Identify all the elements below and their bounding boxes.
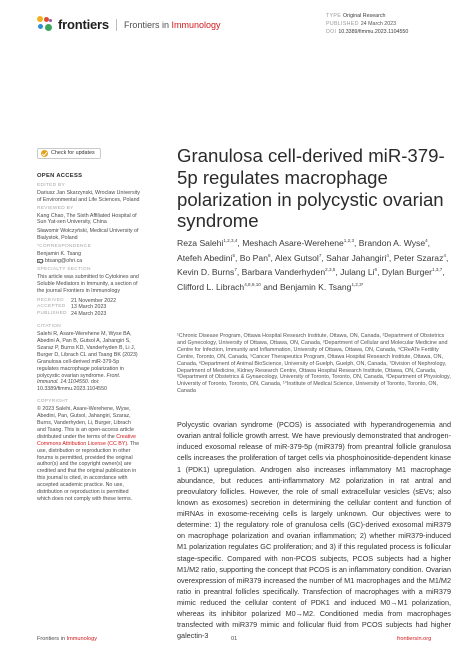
page-footer	[0, 630, 474, 650]
accepted-label: ACCEPTED	[37, 304, 66, 310]
published-date-left: 24 March 2023	[71, 311, 107, 318]
author-name[interactable]: Barbara Vanderhyden	[241, 267, 326, 278]
author-affiliation-marker: 4	[443, 252, 446, 258]
author-affiliation-marker: 5	[232, 252, 235, 258]
citation: Salehi R, Asare-Werehene M, Wyse BA, Abedini A, Pan B, Gutsol A, Jahangiri S, Szaraz P, Burns KD, Vanderhyden B, Li J, Burger D, Librach CL and Tsang BK (2023) Granulosa cell-derived miR-379-5p regulates macrophage polarization in polycystic ovarian syndrome. Front. Immunol. 14:1104550. doi: 10.3389/fimmu.2023.1104550	[37, 331, 138, 393]
author-separator: ,	[270, 252, 275, 263]
author-separator: ,	[445, 252, 449, 263]
author-affiliation-marker: 1,2,3	[343, 238, 354, 243]
accepted-date: 13 March 2023	[71, 304, 107, 311]
author-affiliation-marker: 6	[374, 267, 378, 273]
article-dates	[37, 298, 140, 319]
author-name[interactable]: Clifford L. Librach	[177, 281, 245, 292]
author-name[interactable]: Julang Li	[340, 267, 375, 278]
license-link[interactable]: Creative Commons Attribution License (CC BY).	[37, 433, 136, 447]
author-name[interactable]: Atefeh Abedini	[177, 252, 233, 263]
reviewer-1: Kang Chao, The Sixth Affiliated Hospital of Sun Yat-sen University, China	[37, 212, 137, 226]
doi-value: 10.3389/fimmu.2023.1104550	[338, 29, 409, 35]
edited-by-label: EDITED BY	[37, 182, 66, 188]
author-name[interactable]: Bo Pan	[239, 252, 268, 263]
published-label: PUBLISHED	[326, 21, 359, 27]
correspondent: Benjamin K. Tsang	[37, 251, 82, 258]
author-affiliation-marker: 7	[234, 267, 237, 273]
author-affiliation-marker: 1,3,7	[432, 267, 443, 273]
author-separator: and	[260, 281, 280, 292]
author-affiliation-marker: 6	[267, 252, 271, 258]
author-name[interactable]: Alex Gutsol	[274, 252, 319, 263]
type-label: TYPE	[326, 13, 342, 19]
author-name[interactable]: Dylan Burger	[381, 267, 433, 278]
author-name[interactable]: Meshach Asare-Werehene	[242, 238, 344, 248]
footer-journal: Frontiers in Immunology	[37, 636, 97, 642]
author-list	[177, 236, 452, 294]
specialty-section-label: SPECIALTY SECTION	[37, 266, 91, 272]
copyright-text: © 2023 Salehi, Asare-Werehene, Wyse, Abedini, Pan, Gutsol, Jahangiri, Szaraz, Burns, Vanderhyden, Li, Burger, Librach and Tsang. This is an open-access article distributed under the terms of the Creative Commons Attribution License (CC BY). The use, distribution or reproduction in other forums is permitted, provided the original author(s) and the copyright owner(s) are credited and that the original publication in this journal is cited, in accordance with accepted academic practice. No use, distribution or reproduction is permitted which does not comply with these terms.	[37, 406, 140, 502]
footer-site-link[interactable]: frontiersin.org	[397, 636, 432, 642]
author-separator: ,	[388, 252, 394, 263]
published-label-left: PUBLISHED	[37, 311, 67, 317]
sidebar-info	[37, 148, 140, 503]
received-date: 21 November 2022	[71, 297, 117, 304]
author-name[interactable]: Kevin D. Burns	[177, 267, 235, 278]
author-affiliation-marker: 2,3,5	[325, 267, 336, 273]
email-link[interactable]	[37, 258, 140, 265]
article-title: Granulosa cell-derived miR-379-5p regulates macrophage polarization in polycystic ovarian syndrome	[177, 145, 445, 232]
page-number: 01	[231, 636, 238, 642]
author-separator: ,	[237, 238, 243, 248]
author-separator: ,	[354, 238, 359, 248]
open-access-heading: OPEN ACCESS	[37, 173, 83, 179]
reviewed-by-label: REVIEWED BY	[37, 205, 74, 211]
author-separator: ,	[442, 267, 445, 278]
specialty-section: This article was submitted to Cytokines and Soluble Mediators in Immunity, a section of the journal Frontiers in Immunology	[37, 273, 139, 294]
author-separator: ,	[427, 238, 431, 248]
author-affiliation-marker: 4	[425, 238, 428, 243]
header-divider	[116, 19, 117, 31]
check-for-updates-button[interactable]	[37, 148, 101, 159]
frontiers-logo[interactable]	[37, 16, 220, 33]
check-for-updates-label: Check for updates	[51, 150, 95, 157]
mail-icon	[37, 259, 43, 263]
editor: Dariusz Jan Skarzynski, Wroclaw University of Environmental and Life Sciences, Poland	[37, 189, 140, 203]
author-separator: ,	[236, 267, 242, 278]
author-affiliation-marker: 4,8,9,10	[244, 281, 261, 287]
frontiers-logo-icon	[37, 16, 54, 33]
email-address: btsang@ohri.ca	[45, 257, 83, 264]
author-name[interactable]: Peter Szaraz	[393, 252, 444, 263]
author-affiliation-marker: 1,2,3,4	[223, 238, 238, 243]
published-date: 24 March 2023	[360, 21, 397, 27]
received-label: RECEIVED	[37, 297, 64, 303]
article-meta	[326, 12, 408, 36]
author-affiliation-marker: 7	[318, 252, 322, 258]
author-name[interactable]: Reza Salehi	[177, 238, 224, 248]
copyright-label: COPYRIGHT	[37, 399, 69, 405]
check-icon	[41, 150, 48, 157]
frontiers-wordmark: frontiers	[58, 17, 109, 32]
author-separator: ,	[335, 267, 341, 278]
author-name[interactable]: Brandon A. Wyse	[358, 238, 426, 248]
author-separator: ,	[235, 252, 240, 263]
doi-label: DOI	[326, 29, 337, 35]
author-name[interactable]: Sahar Jahangiri	[326, 252, 387, 263]
author-name[interactable]: Benjamin K. Tsang	[279, 281, 352, 292]
abstract: Polycystic ovarian syndrome (PCOS) is associated with hyperandrogenemia and ovarian antral follicle growth arrest. We have previously demonstrated that androgen-induced exosomal release of miR-379-5p (miR379) from preantral follicle granulosa cells increases the proliferation of target cells via phosphoinositide-dependent kinase 1 (PDK1) upregulation. Androgen also increases inflammatory M1 macrophage abundance, but reduces anti-inflammatory M2 polarization in rat antral and preovulatory follicles. However, the role of small extracellular vesicles (sEVs; also known as exosomes) secretion in determining the cellular content and function of miRNAs in exosome-receiving cells is largely unknown. Our objectives were to determine: 1) the regulatory role of granulosa cells (GC)-derived exosomal miR379 on macrophage polarization and ovarian inflammation; 2) whether miR379-induced M1 polarization regulates GC proliferation; and 3) if this regulated process is follicular stage-specific. Compared with non-PCOS subjects, PCOS subjects had a higher M1/M2 ratio, supporting the concept that PCOS is an inflammatory condition. Ovarian overexpression of miR379 increased the number of M1 macrophages and the M1/M2 ratio in preantral follicles specifically. Transfection of macrophages with a miR379 mimic reduced the cellular content of PDK1 and induced M0→M1 polarization, whereas its inhibitor polarized M0→M2. Conditioned media from macrophages transfected with miR379 mimic and follicular fluid from PCOS subjects had higher galectin-3	[177, 420, 451, 641]
author-affiliation-marker: 1,2,3*	[351, 281, 364, 287]
page-header	[0, 0, 474, 64]
author-separator: ,	[377, 267, 382, 278]
affiliations: ¹Chronic Disease Program, Ottawa Hospital Research Institute, Ottawa, ON, Canada, ²Department of Obstetrics and Gynecology, University of Ottawa, Ottawa, ON, Canada, ³Department of Cellular and Molecular Medicine and Centre for Infection, Immunity and Inflammation, University of Ottawa, Ottawa, ON, Canada, ⁴CReATe Fertility Centre, Toronto, ON, Canada, ⁵Cancer Therapeutics Program, Ottawa Hospital Research Institute, Ottawa, ON, Canada, ⁶Department of Animal BioScience, University of Guelph, Guelph, ON, Canada, ⁷Division of Nephrology, Department of Medicine, Kidney Research Centre, Ottawa Hospital Research Institute, Ottawa, ON, Canada, ⁸Department of Obstetrics & Gynaecology, University of Toronto, Toronto, ON, Canada, ⁹Department of Physiology, University of Toronto, Toronto, ON, Canada, ¹⁰Institute of Medical Science, University of Toronto, Toronto, ON, Canada	[177, 333, 451, 395]
author-affiliation-marker: 4	[386, 252, 389, 258]
reviewer-2: Sławomir Wołczyński, Medical University of Bialystok, Poland	[37, 228, 139, 242]
citation-label: CITATION	[37, 324, 62, 330]
author-separator: ,	[321, 252, 327, 263]
journal-name: Frontiers in Immunology	[123, 19, 221, 30]
correspondence-label: *CORRESPONDENCE	[37, 244, 92, 250]
article-type: Original Research	[343, 13, 386, 19]
